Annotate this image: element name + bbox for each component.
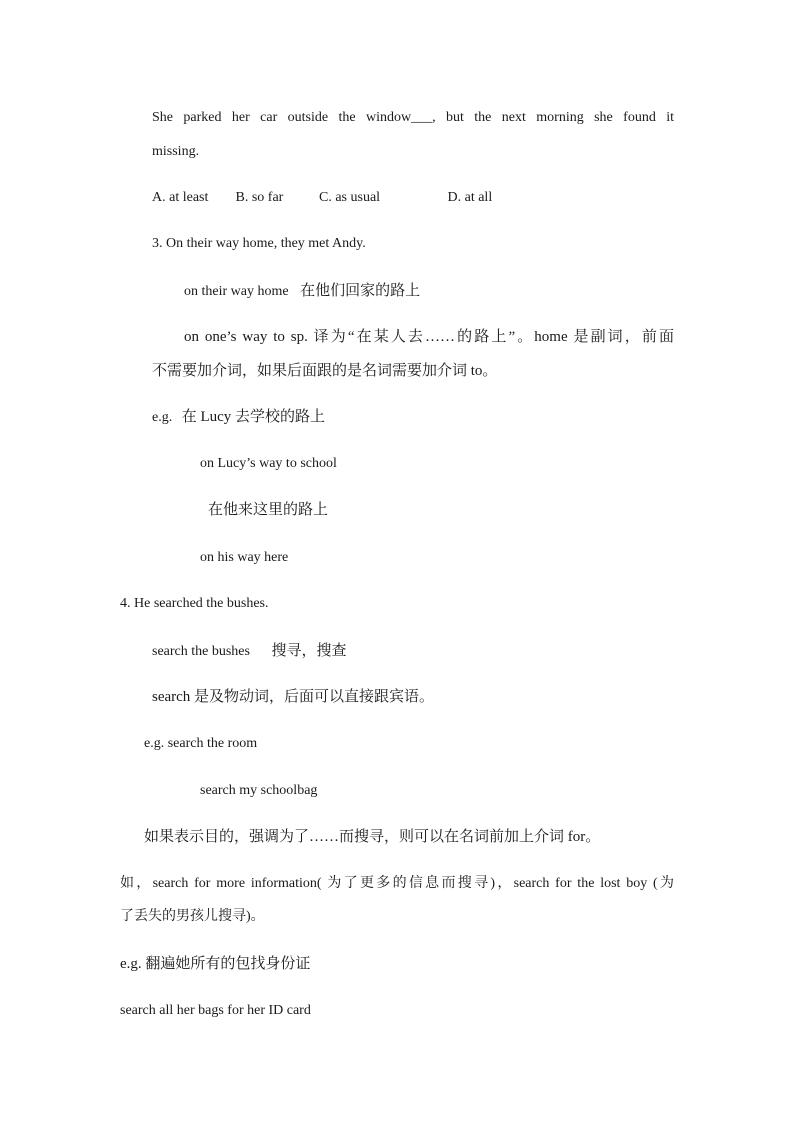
- item4-eg3-en: search all her bags for her ID card: [120, 1003, 311, 1018]
- item4-heading: 4. He searched the bushes.: [120, 596, 269, 611]
- item3-eg1: [152, 407, 325, 428]
- item3-phrase: on their way home: [184, 284, 289, 299]
- question-sentence-line1: She parked her car outside the window___, but the next morning she found it: [152, 110, 674, 125]
- item3-eg2-en: on his way here: [200, 550, 289, 565]
- item4-purpose: 如果表示目的，强调为了……而搜寻，则可以在名词前加上介词 for。: [144, 829, 601, 845]
- item3-eg1-cn: 在 Lucy 去学校的路上: [181, 409, 326, 425]
- item4-phrase-cn: 搜寻，搜查: [271, 643, 347, 659]
- item4-eg3-cn: e.g. 翻遍她所有的包找身份证: [120, 956, 311, 972]
- item4-eg2: search my schoolbag: [200, 783, 318, 798]
- item3-heading: 3. On their way home, they met Andy.: [152, 236, 366, 251]
- item4-eg1: e.g. search the room: [144, 736, 258, 751]
- option-a: A. at least: [152, 190, 209, 205]
- item3-eg2-cn: 在他来这里的路上: [208, 502, 329, 518]
- question-sentence-line2: missing.: [152, 144, 200, 159]
- answer-options: [152, 188, 492, 208]
- option-b: B. so far: [235, 190, 284, 205]
- item3-phrase-line: [184, 281, 420, 302]
- item3-eg1-label: e.g.: [152, 410, 173, 425]
- item4-explain: search 是及物动词，后面可以直接跟宾语。: [152, 689, 435, 705]
- item4-example-line2: 了丢失的男孩儿搜寻)。: [120, 909, 265, 924]
- option-d: D. at all: [447, 190, 493, 205]
- item4-phrase-line: [152, 641, 346, 662]
- option-c: C. as usual: [319, 190, 381, 205]
- item3-explain-line1: on one’s way to sp. 译为“在某人去……的路上”。home 是副词，前面: [184, 329, 674, 345]
- item3-phrase-cn: 在他们回家的路上: [300, 283, 421, 299]
- item4-example-line1: 如，search for more information( 为了更多的信息而搜寻)，search for the lost boy (为: [120, 876, 674, 891]
- item3-eg1-en: on Lucy’s way to school: [200, 456, 337, 471]
- item3-explain-line2: 不需要加介词，如果后面跟的是名词需要加介词 to。: [152, 363, 498, 379]
- item4-phrase: search the bushes: [152, 644, 250, 659]
